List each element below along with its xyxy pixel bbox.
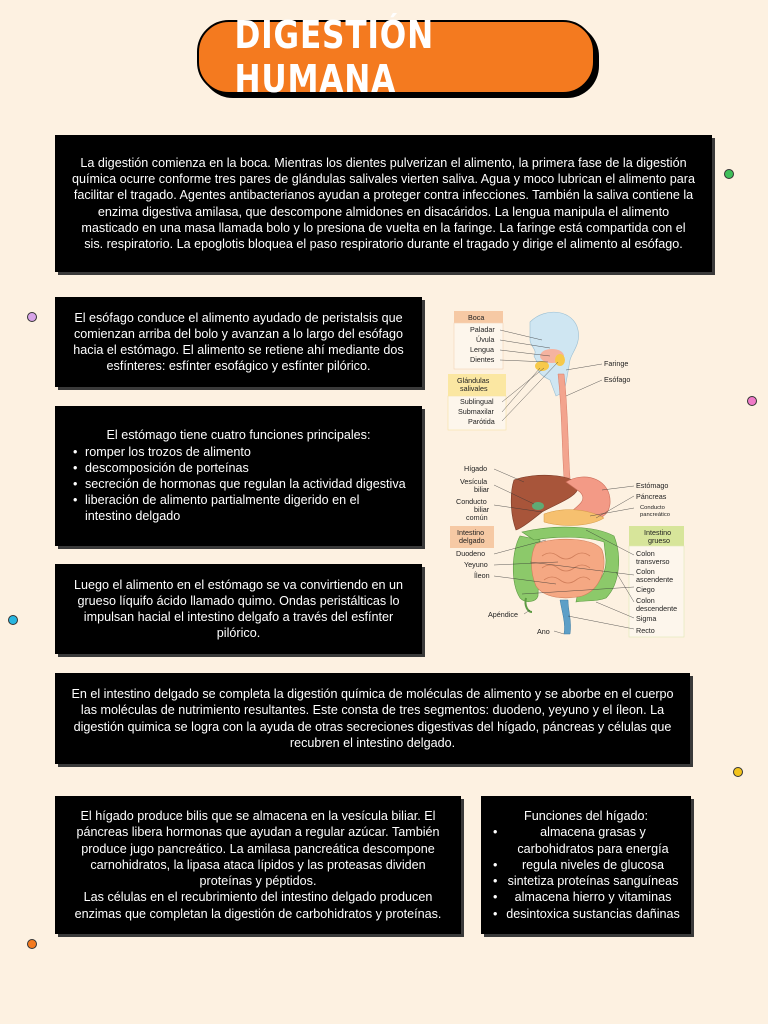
list-item: • descomposición de porteínas [69,460,408,476]
title-box [197,13,595,101]
title-banner [197,13,599,101]
label-ileon: Íleon [474,571,490,580]
label-ano: Ano [537,627,550,636]
label-lengua: Lengua [470,345,494,354]
label-estomago: Estómago [636,481,669,490]
label-colon-transverso-2: transverso [636,557,670,566]
list-item: • secreción de hormonas que regulan la actividad digestiva [69,476,408,492]
chyme-card [55,564,422,654]
list-item: • sintetiza proteínas sanguíneas [489,873,683,889]
stomach-list [69,444,408,525]
label-duodeno: Duodeno [456,549,486,558]
esophagus-text: El esófago conduce el alimento ayudado de peristalsis que comienzan arriba del bolo y avanzan a lo largo del esófago hacia el estómago. El alimento se retiene ahí mediante dos esfínteres: esfínter esofágico y esfínter pilórico. [73,310,404,374]
label-colon-descendente-2: descendente [636,604,678,613]
list-item: • regula niveles de glucosa [489,857,683,873]
liver-functions-heading: Funciones del hígado: [524,809,648,824]
gallbladder-shape [532,502,544,510]
label-yeyuno: Yeyuno [464,560,488,569]
intro-text: La digestión comienza en la boca. Mientras los dientes pulverizan el alimento, la primera fase de la digestión química ocurre conforme tres pares de glándulas salivales vierten saliva. Agua y moco lubrican el alimento para facilitar el tragado. Agentes antibacterianos ayudan a proteger contra infecciones. También la saliva contiene la enzima digestiva amilasa, que descompone almidones en disacáridos. La lengua manipula el alimento masticado en una masa llamada bolo y lo presiona de vuelta en la faringe. La faringe está compartida con el sis. respiratorio. La epoglotis bloquea el paso respiratorio durante el tragado y dirige el alimento al esófago. [71,155,695,251]
salivary-gland [555,354,565,366]
rectum-shape [560,600,571,634]
decor-dot-lilac [27,312,37,322]
small-intestine-card [55,673,690,764]
label-esofago: Esófago [604,375,631,384]
stomach-heading: El estómago tiene cuatro funciones principales: [106,428,371,443]
label-vesicula-1: Vesícula [460,477,488,486]
label-vesicula-2: biliar [474,485,490,494]
label-boca: Boca [468,313,485,322]
label-parotida: Parótida [468,417,495,426]
label-colon-descendente-1: Colon [636,596,655,605]
stomach-card [55,406,422,546]
label-conducto-1: Conducto [456,497,487,506]
small-intestine-text: En el intestino delgado se completa la digestión química de moléculas de alimento y se aborbe en el cuerpo las moléculas de nutrimiento resultantes. Este consta de tres segmentos: duodeno, yeyuno y el íleon. La digestión quimica se logra con la ayuda de otras secreciones digestivas del hígado, páncreas y células que recubren el intestino delgado. [71,687,674,750]
liver-functions-card [481,796,691,934]
decor-dot-pink [747,396,757,406]
digestive-system-diagram [446,300,686,642]
page-title: DIGESTIÓN HUMANA [234,13,435,101]
label-glandulas-1: Glándulas [457,376,490,385]
list-item: • almacena grasas y carbohidratos para energía [489,824,683,856]
label-dientes: Dientes [470,355,495,364]
label-conducto-3: común [466,513,488,522]
label-glandulas-2: salivales [460,384,488,393]
esophagus-card [55,297,422,387]
label-pancreas: Páncreas [636,492,667,501]
label-higado: Hígado [464,464,488,473]
label-uvula: Úvula [476,335,495,344]
label-sublingual: Sublingual [460,397,494,406]
label-conducto-pancreatico-2: pancreático [640,512,670,518]
label-intestino-delgado-2: delgado [459,536,485,545]
label-apendice: Apéndice [488,610,518,619]
decor-dot-green [724,169,734,179]
label-conducto-2: biliar [474,505,490,514]
list-item: • romper los trozos de alimento [69,444,408,460]
decor-dot-yellow [733,767,743,777]
label-conducto-pancreatico-1: Conducto [640,505,665,511]
small-intestine-shape [532,539,604,598]
list-item: • almacena hierro y vitaminas [489,889,683,905]
label-paladar: Paladar [470,325,495,334]
label-ciego: Ciego [636,585,655,594]
label-colon-ascendente-2: ascendente [636,575,674,584]
label-faringe: Faringe [604,359,629,368]
decor-dot-cyan [8,615,18,625]
esophagus-shape [558,374,570,478]
label-sigma: Sigma [636,614,657,623]
label-intestino-delgado-1: Intestino [457,528,485,537]
label-colon-transverso-1: Colon [636,549,655,558]
decor-dot-orange [27,939,37,949]
cells-text: Las células en el recubrimiento del intestino delgado producen enzimas que completan la digestión de carbohidratos y proteínas. [74,890,442,921]
chyme-text: Luego el alimento en el estómago se va convirtiendo en un grueso líquifo ácido llamado quimo. Ondas peristálticas lo impulsan hacial el intestino delgafo a través del esfínter pilórico. [73,577,404,641]
label-intestino-grueso-2: grueso [648,536,670,545]
liver-functions-list [489,824,683,921]
list-item: • liberación de alimento partialmente digerido en el intestino delgado [69,492,408,524]
list-item: • desintoxica sustancias dañinas [489,906,683,922]
liver-pancreas-text: El hígado produce bilis que se almacena en la vesícula biliar. El páncreas libera hormonas que ayudan a regular azúcar. También produce jugo pancreático. La amilasa pancreática descompone carnohidratos, la lipasa ataca lípidos y las proteasas dividen proteínas y péptidos. [76,809,440,889]
label-submaxilar: Submaxilar [458,407,494,416]
label-intestino-grueso-1: Intestino [644,528,672,537]
intro-card [55,135,712,272]
label-colon-ascendente-1: Colon [636,567,655,576]
label-recto: Recto [636,626,655,635]
liver-pancreas-card [55,796,461,934]
